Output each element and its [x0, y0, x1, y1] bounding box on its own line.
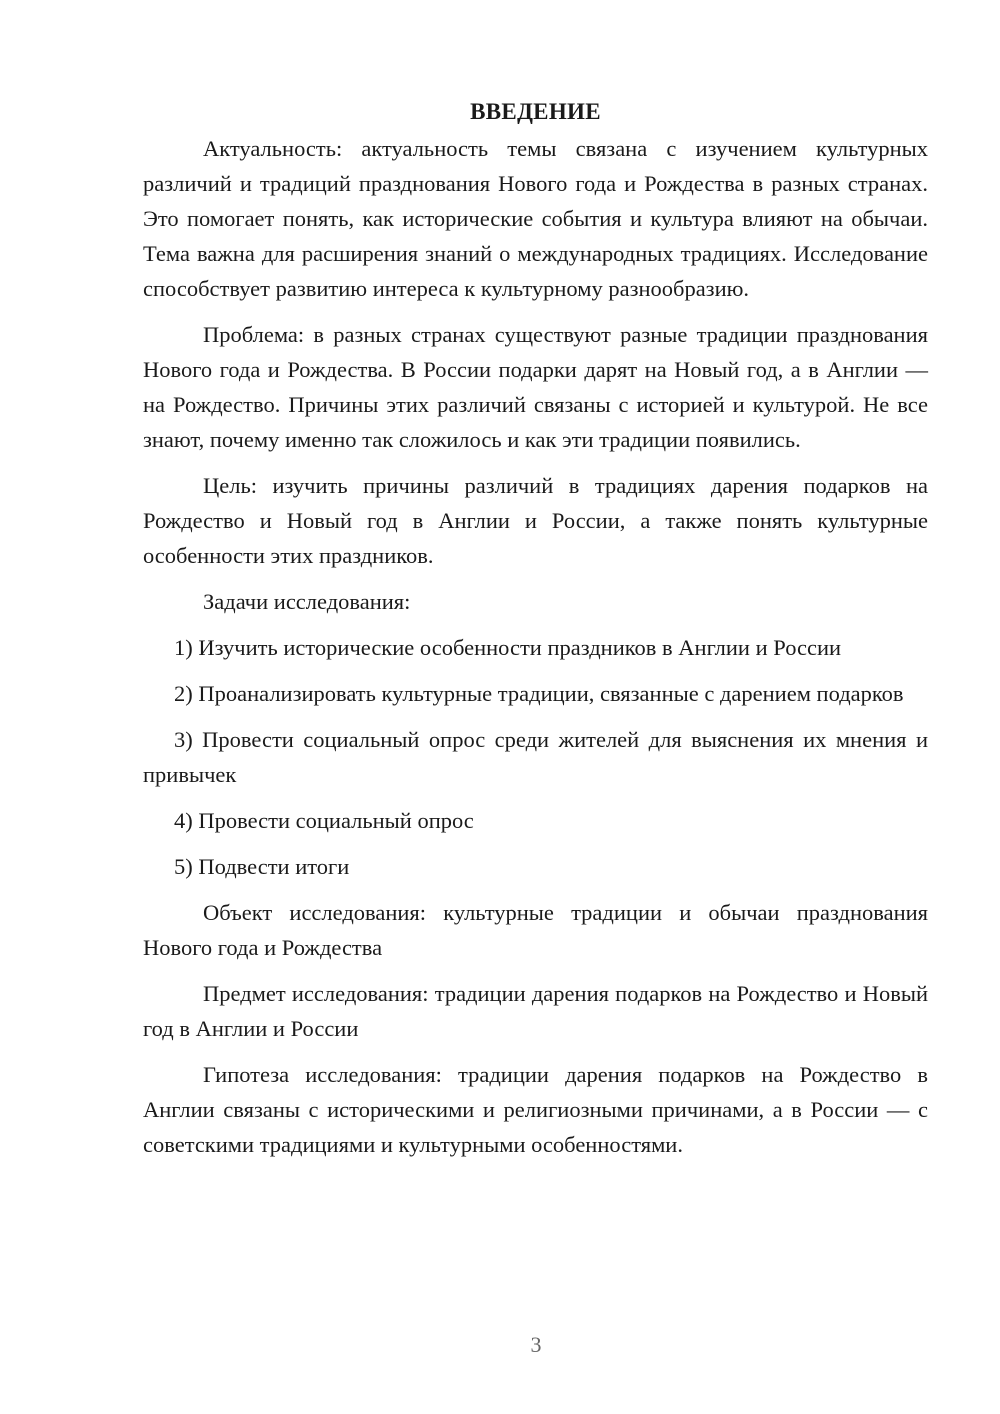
- page-number: 3: [530, 1332, 542, 1357]
- page-title: ВВЕДЕНИЕ: [470, 99, 601, 124]
- tasks-heading: Задачи исследования:: [203, 589, 411, 614]
- goal-paragraph: Цель: изучить причины различий в традициях дарения подарков на Рождество и Новый год в Англии и России, а также понять культурные особенности этих праздников.: [143, 473, 928, 568]
- problem-paragraph: Проблема: в разных странах существуют разные традиции празднования Нового года и Рождества. В России подарки дарят на Новый год, а в Англии — на Рождество. Причины этих различий связаны с историей и культурой. Не все знают, почему именно так сложилось и как эти традиции появились.: [143, 322, 928, 452]
- task-item-2: 2) Проанализировать культурные традиции, связанные с дарением подарков: [174, 681, 904, 706]
- page-content: [143, 94, 928, 1173]
- task-item-5: 5) Подвести итоги: [174, 854, 350, 879]
- task-item-3: 3) Провести социальный опрос среди жителей для выяснения их мнения и привычек: [143, 727, 928, 787]
- task-item-4: 4) Провести социальный опрос: [174, 808, 474, 833]
- subject-paragraph: Предмет исследования: традиции дарения подарков на Рождество и Новый год в Англии и России: [143, 981, 928, 1041]
- hypothesis-paragraph: Гипотеза исследования: традиции дарения подарков на Рождество в Англии связаны с историческими и религиозными причинами, а в России — с советскими традициями и культурными особенностями.: [143, 1062, 928, 1157]
- relevance-paragraph: Актуальность: актуальность темы связана с изучением культурных различий и традиций празднования Нового года и Рождества в разных странах. Это помогает понять, как исторические события и культура влияют на обычаи. Тема важна для расширения знаний о международных традициях. Исследование способствует развитию интереса к культурному разнообразию.: [143, 136, 928, 301]
- object-paragraph: Объект исследования: культурные традиции и обычаи празднования Нового года и Рождества: [143, 900, 928, 960]
- task-item-1: 1) Изучить исторические особенности праздников в Англии и России: [174, 635, 842, 660]
